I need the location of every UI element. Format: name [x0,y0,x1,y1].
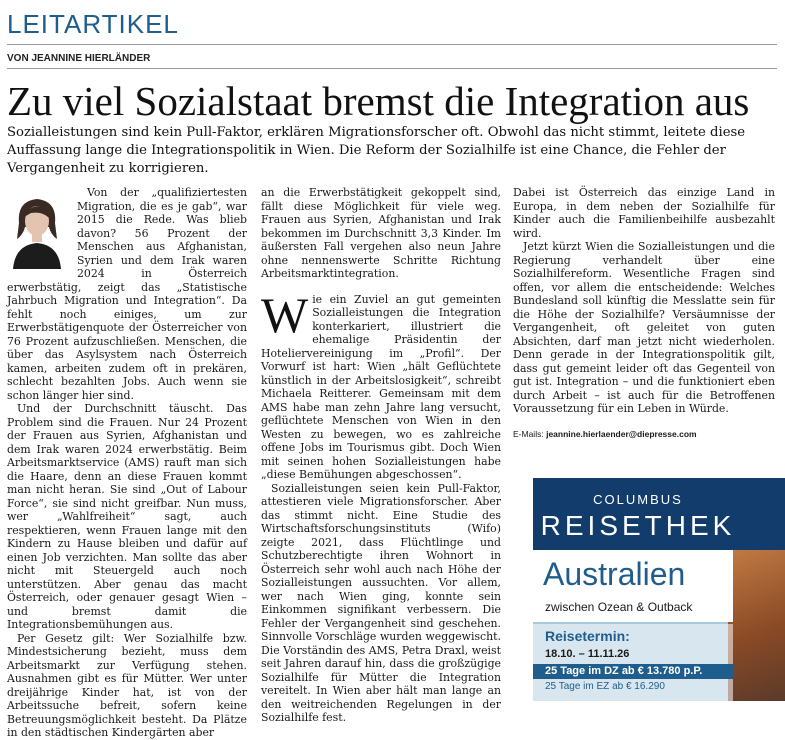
section-label: LEITARTIKEL [7,9,179,39]
article-column-1 [7,186,247,740]
ad-subtitle: zwischen Ozean & Outback [545,600,693,614]
paragraph: an die Erwerbstätigkeit gekoppelt sind, fällt diese Möglichkeit für viele weg. Frauen aus Syrien, Afghanistan und Irak bekommen im Durchschnitt 3,3 Kinder. Im äußersten Fall vergehen also neun Jahre ohne nennenswerte Schritte Richtung Arbeitsmarktintegration. [261,186,501,280]
paragraph: Und der Durchschnitt täuscht. Das Problem sind die Frauen. Nur 24 Prozent der Frauen aus Syrien, Afghanistan und dem Irak waren 2024 erwerbstätig. Beim Arbeitsmarktservice (AMS) rauft man sich die Haare, denn an diese Frauen kommt man nicht heran. Sie sind „Out of Labour Force“, sie sind nicht greifbar. Nun muss, wer „Wahlfreiheit“ sagt, auch respektieren, wenn Frauen lange mit den Kindern zu Hause bleiben und dafür auf einen Job verzichten. Man sollte das aber nicht mit Steuergeld auch noch unterstützen. Aber genau das macht Österreich, oder genauer gesagt Wien – und bremst damit die Integrationsbemühungen aus. [7,402,247,631]
lead-paragraph: Sozialleistungen sind kein Pull-Faktor, erklären Migrationsforscher oft. Obwohl das nicht stimmt, leitete diese Auffassung lange die Integrationspolitik in Wien. Die Reform der Sozialhilfe ist eine Chance, die Fehler der Vergangenheit zu korrigieren. [7,125,746,176]
email-address[interactable]: jeannine.hierlaender@diepresse.com [546,428,697,439]
ad-title: REISETHEK [540,510,736,541]
author-portrait [7,189,67,269]
drop-cap: W [261,286,309,343]
paragraph-text: ie ein Zuviel an gut gemeinten Sozialleistungen die Integration konterkariert, illustriert die ehemalige Präsidentin der Hoteliervereinigung im „Profil“. Der Vorwurf ist hart: Wien „hält Geflüchtete künstlich in der Arbeitslosigkeit“, schreibt Michaela Reitterer. Gemeinsam mit dem AMS habe man zehn Jahre lang versucht, geflüchtete Menschen von Wien in den Westen zu bewegen, wo es zahlreiche offene Jobs im Tourismus gibt. Doch Wien mit seinen hohen Sozialleistungen habe „diese Bemühungen abgeschossen“. [261,292,501,481]
ad-dz-price-bar [533,664,733,679]
article-column-2 [261,186,501,725]
byline: VON JEANNINE HIERLÄNDER [7,53,151,64]
ad-landscape-image [728,550,785,701]
ad-term-label: Reisetermin: [545,628,630,644]
paragraph: Von der „qualifiziertesten Migration, die es je gab“, war 2015 die Rede. Was blieb davon? 56 Prozent der Menschen aus Afghanistan, Syrien und dem Irak waren 2024 in Österreich erwerbstätig, zeigt das „Statistische Jahrbuch Migration und Integration“. Da fehlt noch einiges, um zur Erwerbstätigenquote der Österreicher von 76 Prozent aufzuschließen. Menschen, die über das Asylsystem nach Österreich kamen, arbeiten zudem oft in prekären, schlecht bezahlten Jobs. Auch wenn sie schon länger hier sind. [7,186,247,402]
paragraph: Jetzt kürzt Wien die Sozialleistungen und die Regierung verhandelt über eine Sozialhilfereform. Wesentliche Fragen sind offen, vor allem die entscheidende: Welches Bundesland soll künftig die Messlatte sein für die Höhe der Sozialhilfe? Versäumnisse der Vergangenheit, oft geleitet von guten Absichten, darf man jetzt nicht wiederholen. Denn gerade in der Integrationspolitik gilt, dass gut gemeint leider oft das Gegenteil von gut ist. Integration – und die funktioniert eben durch Arbeit – ist auch für die Betroffenen Voraussetzung für ein Leben in Würde. [513,240,775,415]
paragraph: Sozialleistungen seien kein Pull-Faktor, attestieren viele Migrationsforscher. Aber das stimmt nicht. Eine Studie des Wirtschaftsforschungsinstituts (Wifo) zeigte 2021, dass Flüchtlinge und Schutzberechtigte ihren Wohnort in Österreich sehr wohl auch nach Höhe der Sozialleistungen aussuchten. Vor allem, wer nach Wien ging, konnte sein Einkommen signifikant verbessern. Die Fehler der Vergangenheit sind geschehen. Sinnvolle Vorschläge wurden weggewischt. Die Vorständin des AMS, Petra Draxl, weist seit Jahren darauf hin, dass die großzügige Sozialhilfe für Mütter die Integration vereitelt. In Wien aber hält man lange an den weitreichenden Regelungen in der Sozialhilfe fest. [261,481,501,724]
ad-date-range: 18.10. – 11.11.26 [545,648,630,660]
top-divider [7,44,777,45]
article-column-3 [513,186,775,441]
author-email [513,428,775,442]
headline: Zu viel Sozialstaat bremst die Integration aus [7,78,750,124]
ad-dz-price: 25 Tage im DZ ab € 13.780 p.P. [545,665,703,677]
ad-ez-price: 25 Tage im EZ ab € 16.290 [545,681,665,692]
paragraph: Per Gesetz gilt: Wer Sozialhilfe bzw. Mindestsicherung bezieht, muss dem Arbeitsmarkt zur Verfügung stehen. Ausnahmen gibt es für Mütter. Wer unter dreijährige Kinder hat, ist von der Arbeitssuche befreit, sofern keine Betreuungsmöglichkeit besteht. Da Plätze in den städtischen Kindergärten aber [7,631,247,739]
ad-brand: COLUMBUS [593,492,683,507]
paragraph-dropcap [261,286,501,482]
email-label: E-Mails: [513,428,544,439]
advertisement[interactable] [533,478,785,701]
ad-destination: Australien [543,556,686,592]
byline-divider [7,68,777,69]
paragraph: Dabei ist Österreich das einzige Land in Europa, in dem neben der Sozialhilfe für Kinder auch die Familienbeihilfe ausbezahlt wird. [513,186,775,240]
